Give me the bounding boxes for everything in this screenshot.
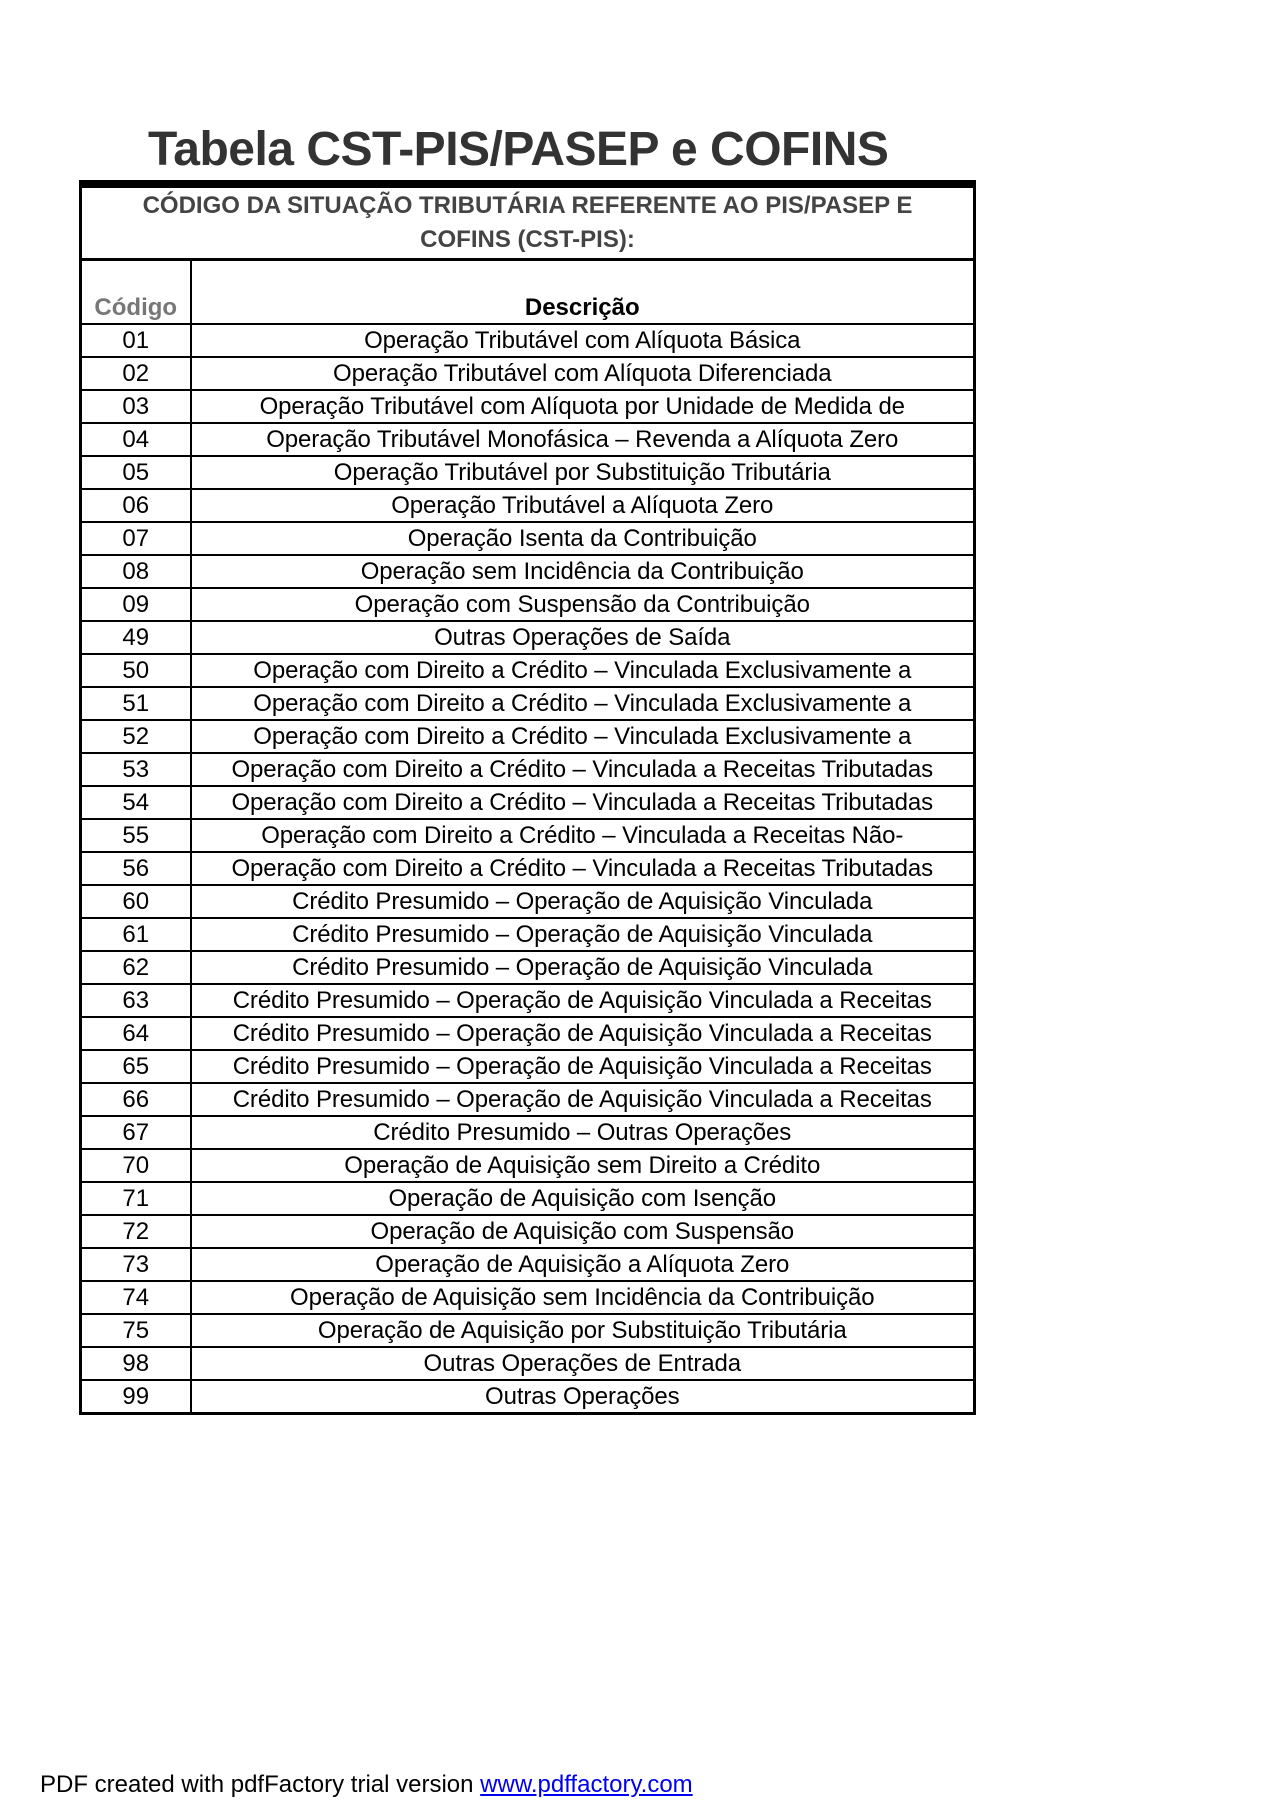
description-cell: Operação de Aquisição sem Incidência da Contribuição — [191, 1281, 975, 1314]
code-cell: 03 — [81, 390, 191, 423]
description-cell: Operação Isenta da Contribuição — [191, 522, 975, 555]
header-row — [81, 260, 975, 325]
table-row — [81, 687, 975, 720]
code-cell: 98 — [81, 1347, 191, 1380]
description-cell: Operação Tributável com Alíquota Básica — [191, 324, 975, 357]
description-cell: Operação com Direito a Crédito – Vinculada a Receitas Não- — [191, 819, 975, 852]
table-row — [81, 720, 975, 753]
code-cell: 75 — [81, 1314, 191, 1347]
code-cell: 02 — [81, 357, 191, 390]
table-row — [81, 654, 975, 687]
code-cell: 53 — [81, 753, 191, 786]
table-row — [81, 819, 975, 852]
code-cell: 63 — [81, 984, 191, 1017]
table-row — [81, 357, 975, 390]
description-cell: Operação de Aquisição a Alíquota Zero — [191, 1248, 975, 1281]
description-cell: Crédito Presumido – Operação de Aquisição Vinculada — [191, 885, 975, 918]
table-row — [81, 522, 975, 555]
table-row — [81, 555, 975, 588]
description-cell: Crédito Presumido – Outras Operações — [191, 1116, 975, 1149]
description-cell: Operação de Aquisição sem Direito a Crédito — [191, 1149, 975, 1182]
table-row — [81, 1281, 975, 1314]
description-cell: Crédito Presumido – Operação de Aquisição Vinculada — [191, 918, 975, 951]
description-cell: Operação com Direito a Crédito – Vinculada Exclusivamente a — [191, 687, 975, 720]
code-cell: 05 — [81, 456, 191, 489]
table-row — [81, 324, 975, 357]
table-row — [81, 1248, 975, 1281]
description-cell: Operação Tributável por Substituição Tributária — [191, 456, 975, 489]
table-row — [81, 1182, 975, 1215]
code-cell: 73 — [81, 1248, 191, 1281]
description-cell: Operação com Direito a Crédito – Vinculada Exclusivamente a — [191, 720, 975, 753]
description-cell: Operação com Direito a Crédito – Vinculada a Receitas Tributadas — [191, 786, 975, 819]
description-cell: Crédito Presumido – Operação de Aquisição Vinculada a Receitas — [191, 1083, 975, 1116]
code-cell: 50 — [81, 654, 191, 687]
description-cell: Operação de Aquisição com Suspensão — [191, 1215, 975, 1248]
table-row — [81, 1149, 975, 1182]
code-cell: 67 — [81, 1116, 191, 1149]
code-cell: 49 — [81, 621, 191, 654]
table-row — [81, 489, 975, 522]
description-cell: Operação com Direito a Crédito – Vinculada Exclusivamente a — [191, 654, 975, 687]
description-cell: Operação com Direito a Crédito – Vinculada a Receitas Tributadas — [191, 852, 975, 885]
description-cell: Operação de Aquisição com Isenção — [191, 1182, 975, 1215]
code-cell: 52 — [81, 720, 191, 753]
table-row — [81, 1347, 975, 1380]
description-cell: Crédito Presumido – Operação de Aquisição Vinculada a Receitas — [191, 1050, 975, 1083]
code-cell: 72 — [81, 1215, 191, 1248]
code-cell: 64 — [81, 1017, 191, 1050]
table-row — [81, 786, 975, 819]
table-row — [81, 1050, 975, 1083]
table-row — [81, 1215, 975, 1248]
description-cell: Crédito Presumido – Operação de Aquisição Vinculada a Receitas — [191, 1017, 975, 1050]
cst-table — [79, 180, 976, 1415]
code-cell: 07 — [81, 522, 191, 555]
table-row — [81, 423, 975, 456]
code-cell: 04 — [81, 423, 191, 456]
code-cell: 70 — [81, 1149, 191, 1182]
code-cell: 51 — [81, 687, 191, 720]
code-cell: 61 — [81, 918, 191, 951]
footer — [40, 1770, 693, 1800]
table-row — [81, 1017, 975, 1050]
code-cell: 66 — [81, 1083, 191, 1116]
description-cell: Operação com Suspensão da Contribuição — [191, 588, 975, 621]
description-cell: Crédito Presumido – Operação de Aquisição Vinculada a Receitas — [191, 984, 975, 1017]
table-row — [81, 456, 975, 489]
table-row — [81, 1380, 975, 1414]
table-row — [81, 753, 975, 786]
code-cell: 60 — [81, 885, 191, 918]
code-cell: 65 — [81, 1050, 191, 1083]
table-row — [81, 621, 975, 654]
table-row — [81, 885, 975, 918]
description-cell: Operação Tributável Monofásica – Revenda a Alíquota Zero — [191, 423, 975, 456]
column-header-description: Descrição — [191, 260, 975, 325]
table-row — [81, 918, 975, 951]
description-cell: Operação Tributável com Alíquota Diferenciada — [191, 357, 975, 390]
table-row — [81, 852, 975, 885]
description-cell: Operação com Direito a Crédito – Vinculada a Receitas Tributadas — [191, 753, 975, 786]
code-cell: 09 — [81, 588, 191, 621]
table-row — [81, 1314, 975, 1347]
description-cell: Outras Operações de Entrada — [191, 1347, 975, 1380]
footer-link[interactable]: www.pdffactory.com — [480, 1771, 693, 1798]
column-header-code: Código — [81, 260, 191, 325]
table-caption: CÓDIGO DA SITUAÇÃO TRIBUTÁRIA REFERENTE AO PIS/PASEP E COFINS (CST-PIS): — [81, 184, 975, 260]
caption-row — [81, 184, 975, 260]
code-cell: 99 — [81, 1380, 191, 1414]
page-title: Tabela CST-PIS/PASEP e COFINS — [148, 123, 889, 176]
code-cell: 55 — [81, 819, 191, 852]
description-cell: Operação sem Incidência da Contribuição — [191, 555, 975, 588]
description-cell: Operação Tributável com Alíquota por Unidade de Medida de — [191, 390, 975, 423]
description-cell: Operação de Aquisição por Substituição Tributária — [191, 1314, 975, 1347]
code-cell: 74 — [81, 1281, 191, 1314]
code-cell: 56 — [81, 852, 191, 885]
code-cell: 01 — [81, 324, 191, 357]
description-cell: Operação Tributável a Alíquota Zero — [191, 489, 975, 522]
table-row — [81, 1116, 975, 1149]
description-cell: Crédito Presumido – Operação de Aquisição Vinculada — [191, 951, 975, 984]
table-row — [81, 951, 975, 984]
description-cell: Outras Operações — [485, 1383, 680, 1410]
table-row — [81, 588, 975, 621]
table-row — [81, 1083, 975, 1116]
code-cell: 06 — [81, 489, 191, 522]
code-cell: 08 — [81, 555, 191, 588]
description-cell: Outras Operações de Saída — [191, 621, 975, 654]
table-row — [81, 390, 975, 423]
code-cell: 62 — [81, 951, 191, 984]
footer-text: PDF created with pdfFactory trial version — [40, 1771, 481, 1798]
table-row — [81, 984, 975, 1017]
code-cell: 54 — [81, 786, 191, 819]
code-cell: 71 — [81, 1182, 191, 1215]
